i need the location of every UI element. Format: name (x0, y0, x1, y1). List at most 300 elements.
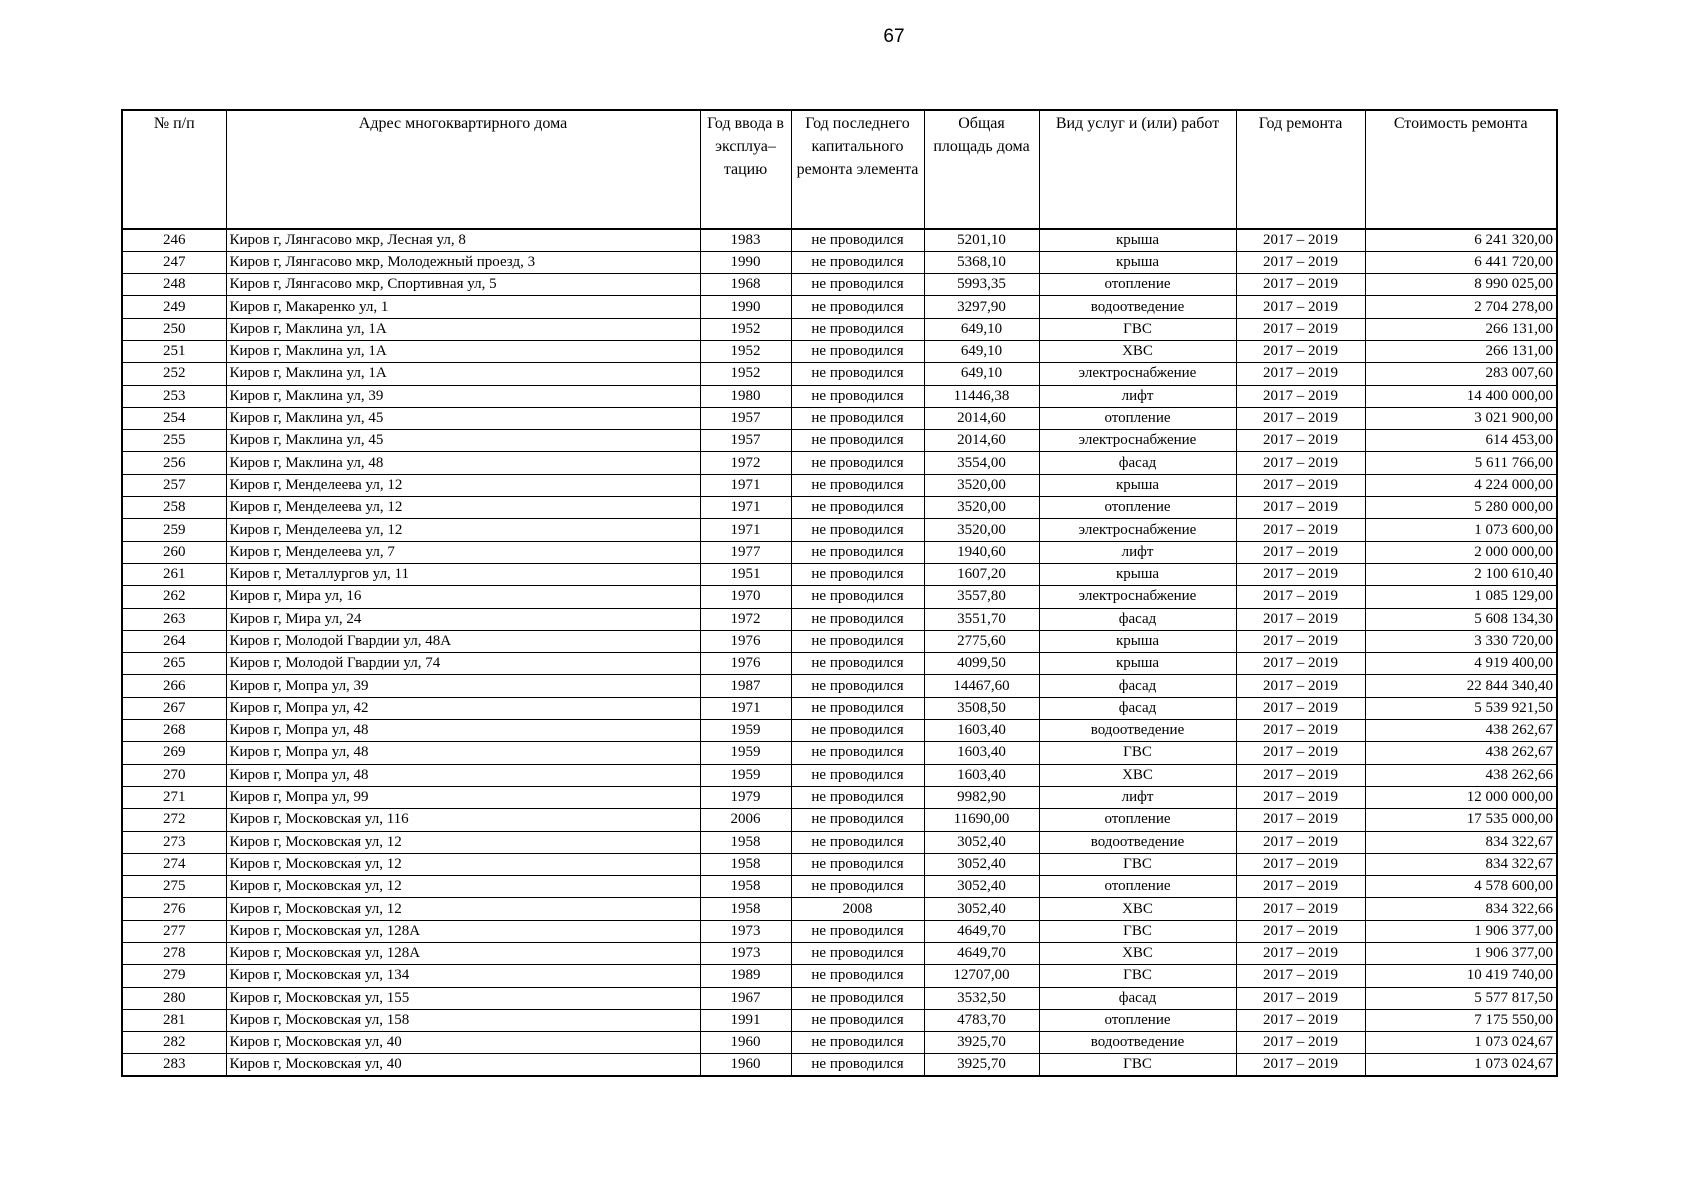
cell-last-repair: не проводился (791, 809, 924, 831)
cell-last-repair: не проводился (791, 653, 924, 675)
cell-repair-year: 2017 – 2019 (1236, 720, 1365, 742)
cell-last-repair: не проводился (791, 831, 924, 853)
cell-num: 277 (122, 920, 226, 942)
cell-service: лифт (1039, 541, 1236, 563)
cell-last-repair: не проводился (791, 987, 924, 1009)
cell-num: 278 (122, 943, 226, 965)
cell-address: Киров г, Лянгасово мкр, Молодежный проезд, 3 (226, 251, 700, 273)
cell-service: электроснабжение (1039, 430, 1236, 452)
cell-last-repair: не проводился (791, 385, 924, 407)
cell-address: Киров г, Мопра ул, 48 (226, 742, 700, 764)
cell-cost: 2 000 000,00 (1365, 541, 1557, 563)
cell-cost: 8 990 025,00 (1365, 274, 1557, 296)
cell-address: Киров г, Московская ул, 12 (226, 898, 700, 920)
cell-cost: 3 021 900,00 (1365, 407, 1557, 429)
cell-area: 1603,40 (924, 764, 1039, 786)
cell-cost: 438 262,67 (1365, 742, 1557, 764)
cell-last-repair: не проводился (791, 720, 924, 742)
cell-last-repair: не проводился (791, 920, 924, 942)
cell-cost: 3 330 720,00 (1365, 630, 1557, 652)
cell-address: Киров г, Менделеева ул, 12 (226, 474, 700, 496)
cell-year-built: 1957 (700, 430, 791, 452)
cell-cost: 1 073 600,00 (1365, 519, 1557, 541)
cell-service: водоотведение (1039, 720, 1236, 742)
cell-area: 3052,40 (924, 853, 1039, 875)
cell-repair-year: 2017 – 2019 (1236, 586, 1365, 608)
cell-cost: 6 441 720,00 (1365, 251, 1557, 273)
cell-year-built: 1952 (700, 340, 791, 362)
cell-area: 3052,40 (924, 898, 1039, 920)
table-row (122, 474, 1557, 496)
table-row (122, 1009, 1557, 1031)
cell-service: лифт (1039, 786, 1236, 808)
cell-num: 264 (122, 630, 226, 652)
cell-area: 5993,35 (924, 274, 1039, 296)
cell-service: ХВС (1039, 764, 1236, 786)
cell-address: Киров г, Мопра ул, 42 (226, 697, 700, 719)
cell-service: крыша (1039, 563, 1236, 585)
cell-last-repair: не проводился (791, 786, 924, 808)
table-row (122, 809, 1557, 831)
cell-last-repair: не проводился (791, 541, 924, 563)
cell-year-built: 1960 (700, 1054, 791, 1076)
table-row (122, 296, 1557, 318)
cell-area: 14467,60 (924, 675, 1039, 697)
cell-service: крыша (1039, 653, 1236, 675)
cell-area: 3297,90 (924, 296, 1039, 318)
cell-year-built: 1951 (700, 563, 791, 585)
table-row (122, 943, 1557, 965)
cell-service: отопление (1039, 809, 1236, 831)
cell-year-built: 1970 (700, 586, 791, 608)
table-row (122, 519, 1557, 541)
cell-last-repair: 2008 (791, 898, 924, 920)
cell-cost: 4 224 000,00 (1365, 474, 1557, 496)
cell-num: 267 (122, 697, 226, 719)
cell-year-built: 1958 (700, 831, 791, 853)
table-row (122, 452, 1557, 474)
cell-year-built: 1971 (700, 519, 791, 541)
cell-address: Киров г, Маклина ул, 1А (226, 340, 700, 362)
cell-last-repair: не проводился (791, 876, 924, 898)
cell-num: 275 (122, 876, 226, 898)
cell-address: Киров г, Московская ул, 158 (226, 1009, 700, 1031)
cell-last-repair: не проводился (791, 296, 924, 318)
cell-num: 260 (122, 541, 226, 563)
cell-address: Киров г, Московская ул, 155 (226, 987, 700, 1009)
cell-num: 282 (122, 1032, 226, 1054)
cell-area: 1603,40 (924, 742, 1039, 764)
cell-year-built: 1976 (700, 630, 791, 652)
cell-area: 4099,50 (924, 653, 1039, 675)
cell-area: 4649,70 (924, 943, 1039, 965)
cell-address: Киров г, Менделеева ул, 12 (226, 519, 700, 541)
cell-address: Киров г, Менделеева ул, 7 (226, 541, 700, 563)
cell-service: отопление (1039, 876, 1236, 898)
cell-num: 261 (122, 563, 226, 585)
cell-num: 247 (122, 251, 226, 273)
header-address: Адрес многоквартирного дома (226, 110, 700, 229)
cell-num: 274 (122, 853, 226, 875)
cell-repair-year: 2017 – 2019 (1236, 608, 1365, 630)
cell-repair-year: 2017 – 2019 (1236, 497, 1365, 519)
cell-cost: 834 322,67 (1365, 853, 1557, 875)
cell-address: Киров г, Макаренко ул, 1 (226, 296, 700, 318)
cell-last-repair: не проводился (791, 229, 924, 251)
cell-repair-year: 2017 – 2019 (1236, 251, 1365, 273)
cell-repair-year: 2017 – 2019 (1236, 920, 1365, 942)
cell-year-built: 1979 (700, 786, 791, 808)
cell-last-repair: не проводился (791, 742, 924, 764)
cell-repair-year: 2017 – 2019 (1236, 318, 1365, 340)
cell-address: Киров г, Московская ул, 12 (226, 853, 700, 875)
cell-service: лифт (1039, 385, 1236, 407)
table-row (122, 274, 1557, 296)
cell-repair-year: 2017 – 2019 (1236, 1009, 1365, 1031)
cell-year-built: 1952 (700, 363, 791, 385)
cell-num: 283 (122, 1054, 226, 1076)
cell-service: ГВС (1039, 965, 1236, 987)
table-row (122, 764, 1557, 786)
cell-repair-year: 2017 – 2019 (1236, 764, 1365, 786)
cell-repair-year: 2017 – 2019 (1236, 697, 1365, 719)
table-row (122, 608, 1557, 630)
header-num: № п/п (122, 110, 226, 229)
cell-address: Киров г, Маклина ул, 1А (226, 318, 700, 340)
cell-num: 268 (122, 720, 226, 742)
cell-address: Киров г, Молодой Гвардии ул, 48А (226, 630, 700, 652)
cell-year-built: 1968 (700, 274, 791, 296)
table-row (122, 385, 1557, 407)
cell-cost: 2 704 278,00 (1365, 296, 1557, 318)
cell-cost: 14 400 000,00 (1365, 385, 1557, 407)
table-row (122, 697, 1557, 719)
cell-last-repair: не проводился (791, 608, 924, 630)
cell-repair-year: 2017 – 2019 (1236, 363, 1365, 385)
cell-service: ГВС (1039, 1054, 1236, 1076)
table-row (122, 720, 1557, 742)
cell-num: 281 (122, 1009, 226, 1031)
cell-cost: 1 906 377,00 (1365, 920, 1557, 942)
cell-repair-year: 2017 – 2019 (1236, 630, 1365, 652)
cell-num: 246 (122, 229, 226, 251)
cell-year-built: 1958 (700, 853, 791, 875)
cell-area: 3925,70 (924, 1032, 1039, 1054)
cell-repair-year: 2017 – 2019 (1236, 965, 1365, 987)
cell-num: 266 (122, 675, 226, 697)
cell-year-built: 1972 (700, 608, 791, 630)
cell-area: 3052,40 (924, 876, 1039, 898)
table-row (122, 1032, 1557, 1054)
cell-cost: 17 535 000,00 (1365, 809, 1557, 831)
cell-area: 4649,70 (924, 920, 1039, 942)
cell-address: Киров г, Мопра ул, 39 (226, 675, 700, 697)
cell-service: ГВС (1039, 920, 1236, 942)
cell-last-repair: не проводился (791, 965, 924, 987)
cell-address: Киров г, Московская ул, 134 (226, 965, 700, 987)
table-row (122, 987, 1557, 1009)
cell-area: 2775,60 (924, 630, 1039, 652)
cell-address: Киров г, Мопра ул, 48 (226, 720, 700, 742)
cell-service: фасад (1039, 675, 1236, 697)
cell-cost: 4 919 400,00 (1365, 653, 1557, 675)
cell-year-built: 1971 (700, 497, 791, 519)
cell-num: 253 (122, 385, 226, 407)
cell-num: 272 (122, 809, 226, 831)
cell-repair-year: 2017 – 2019 (1236, 809, 1365, 831)
cell-repair-year: 2017 – 2019 (1236, 898, 1365, 920)
cell-year-built: 1989 (700, 965, 791, 987)
cell-repair-year: 2017 – 2019 (1236, 519, 1365, 541)
cell-year-built: 1976 (700, 653, 791, 675)
cell-area: 649,10 (924, 318, 1039, 340)
cell-area: 9982,90 (924, 786, 1039, 808)
cell-address: Киров г, Маклина ул, 48 (226, 452, 700, 474)
cell-last-repair: не проводился (791, 1054, 924, 1076)
cell-repair-year: 2017 – 2019 (1236, 786, 1365, 808)
cell-address: Киров г, Московская ул, 116 (226, 809, 700, 831)
cell-area: 649,10 (924, 363, 1039, 385)
cell-repair-year: 2017 – 2019 (1236, 541, 1365, 563)
cell-area: 3508,50 (924, 697, 1039, 719)
cell-cost: 1 085 129,00 (1365, 586, 1557, 608)
cell-year-built: 1973 (700, 920, 791, 942)
cell-repair-year: 2017 – 2019 (1236, 407, 1365, 429)
cell-repair-year: 2017 – 2019 (1236, 943, 1365, 965)
header-last-repair: Год последнего капитального ремонта элемента (791, 110, 924, 229)
header-area: Общая площадь дома (924, 110, 1039, 229)
cell-year-built: 1973 (700, 943, 791, 965)
table-row (122, 742, 1557, 764)
cell-repair-year: 2017 – 2019 (1236, 876, 1365, 898)
cell-address: Киров г, Мопра ул, 99 (226, 786, 700, 808)
cell-area: 2014,60 (924, 407, 1039, 429)
cell-service: фасад (1039, 608, 1236, 630)
cell-repair-year: 2017 – 2019 (1236, 1054, 1365, 1076)
cell-area: 3925,70 (924, 1054, 1039, 1076)
cell-last-repair: не проводился (791, 452, 924, 474)
cell-service: фасад (1039, 452, 1236, 474)
cell-year-built: 1983 (700, 229, 791, 251)
cell-last-repair: не проводился (791, 563, 924, 585)
cell-address: Киров г, Московская ул, 128А (226, 920, 700, 942)
cell-service: водоотведение (1039, 296, 1236, 318)
cell-service: электроснабжение (1039, 586, 1236, 608)
cell-address: Киров г, Мира ул, 16 (226, 586, 700, 608)
cell-repair-year: 2017 – 2019 (1236, 563, 1365, 585)
cell-year-built: 1952 (700, 318, 791, 340)
cell-num: 270 (122, 764, 226, 786)
cell-cost: 10 419 740,00 (1365, 965, 1557, 987)
cell-year-built: 1991 (700, 1009, 791, 1031)
cell-cost: 5 577 817,50 (1365, 987, 1557, 1009)
cell-service: отопление (1039, 274, 1236, 296)
cell-cost: 1 906 377,00 (1365, 943, 1557, 965)
table-row (122, 340, 1557, 362)
cell-last-repair: не проводился (791, 340, 924, 362)
cell-service: крыша (1039, 474, 1236, 496)
cell-cost: 7 175 550,00 (1365, 1009, 1557, 1031)
cell-last-repair: не проводился (791, 675, 924, 697)
header-year-built: Год ввода в эксплуа–тацию (700, 110, 791, 229)
cell-year-built: 1957 (700, 407, 791, 429)
table-row (122, 586, 1557, 608)
header-cost: Стоимость ремонта (1365, 110, 1557, 229)
cell-service: водоотведение (1039, 1032, 1236, 1054)
cell-area: 5368,10 (924, 251, 1039, 273)
cell-year-built: 1977 (700, 541, 791, 563)
cell-year-built: 1971 (700, 697, 791, 719)
cell-last-repair: не проводился (791, 251, 924, 273)
cell-num: 248 (122, 274, 226, 296)
cell-address: Киров г, Лянгасово мкр, Лесная ул, 8 (226, 229, 700, 251)
cell-address: Киров г, Мира ул, 24 (226, 608, 700, 630)
header-service: Вид услуг и (или) работ (1039, 110, 1236, 229)
cell-repair-year: 2017 – 2019 (1236, 831, 1365, 853)
cell-service: фасад (1039, 697, 1236, 719)
cell-service: водоотведение (1039, 831, 1236, 853)
table-row (122, 541, 1557, 563)
cell-num: 254 (122, 407, 226, 429)
cell-repair-year: 2017 – 2019 (1236, 229, 1365, 251)
table-row (122, 876, 1557, 898)
cell-repair-year: 2017 – 2019 (1236, 742, 1365, 764)
cell-address: Киров г, Менделеева ул, 12 (226, 497, 700, 519)
table-row (122, 430, 1557, 452)
header-row (122, 110, 1557, 229)
cell-num: 279 (122, 965, 226, 987)
cell-year-built: 1971 (700, 474, 791, 496)
table-row (122, 497, 1557, 519)
cell-year-built: 1967 (700, 987, 791, 1009)
cell-area: 4783,70 (924, 1009, 1039, 1031)
cell-cost: 5 280 000,00 (1365, 497, 1557, 519)
cell-last-repair: не проводился (791, 697, 924, 719)
cell-num: 276 (122, 898, 226, 920)
cell-service: ГВС (1039, 318, 1236, 340)
cell-cost: 1 073 024,67 (1365, 1054, 1557, 1076)
cell-address: Киров г, Лянгасово мкр, Спортивная ул, 5 (226, 274, 700, 296)
cell-num: 249 (122, 296, 226, 318)
cell-cost: 438 262,67 (1365, 720, 1557, 742)
cell-last-repair: не проводился (791, 630, 924, 652)
cell-repair-year: 2017 – 2019 (1236, 653, 1365, 675)
cell-address: Киров г, Маклина ул, 45 (226, 407, 700, 429)
cell-year-built: 1990 (700, 296, 791, 318)
cell-address: Киров г, Молодой Гвардии ул, 74 (226, 653, 700, 675)
cell-service: ХВС (1039, 898, 1236, 920)
table-row (122, 831, 1557, 853)
cell-num: 273 (122, 831, 226, 853)
cell-area: 2014,60 (924, 430, 1039, 452)
cell-last-repair: не проводился (791, 764, 924, 786)
cell-last-repair: не проводился (791, 274, 924, 296)
table-body (122, 229, 1557, 1076)
table-row (122, 563, 1557, 585)
cell-area: 1940,60 (924, 541, 1039, 563)
cell-address: Киров г, Металлургов ул, 11 (226, 563, 700, 585)
cell-address: Киров г, Мопра ул, 48 (226, 764, 700, 786)
cell-area: 1603,40 (924, 720, 1039, 742)
table-row (122, 363, 1557, 385)
cell-cost: 5 539 921,50 (1365, 697, 1557, 719)
cell-year-built: 1959 (700, 764, 791, 786)
cell-service: ГВС (1039, 742, 1236, 764)
cell-last-repair: не проводился (791, 943, 924, 965)
cell-address: Киров г, Московская ул, 12 (226, 831, 700, 853)
cell-repair-year: 2017 – 2019 (1236, 1032, 1365, 1054)
cell-address: Киров г, Маклина ул, 45 (226, 430, 700, 452)
cell-last-repair: не проводился (791, 519, 924, 541)
cell-address: Киров г, Московская ул, 40 (226, 1032, 700, 1054)
cell-last-repair: не проводился (791, 407, 924, 429)
table-row (122, 1054, 1557, 1076)
cell-num: 251 (122, 340, 226, 362)
cell-service: ГВС (1039, 853, 1236, 875)
cell-num: 255 (122, 430, 226, 452)
cell-last-repair: не проводился (791, 1032, 924, 1054)
cell-num: 271 (122, 786, 226, 808)
cell-last-repair: не проводился (791, 363, 924, 385)
cell-cost: 266 131,00 (1365, 318, 1557, 340)
cell-cost: 4 578 600,00 (1365, 876, 1557, 898)
cell-cost: 834 322,67 (1365, 831, 1557, 853)
header-repair-year: Год ремонта (1236, 110, 1365, 229)
cell-year-built: 1980 (700, 385, 791, 407)
cell-area: 11690,00 (924, 809, 1039, 831)
cell-cost: 2 100 610,40 (1365, 563, 1557, 585)
cell-repair-year: 2017 – 2019 (1236, 987, 1365, 1009)
cell-last-repair: не проводился (791, 430, 924, 452)
cell-area: 3520,00 (924, 519, 1039, 541)
cell-cost: 283 007,60 (1365, 363, 1557, 385)
cell-repair-year: 2017 – 2019 (1236, 274, 1365, 296)
cell-year-built: 1958 (700, 876, 791, 898)
cell-cost: 22 844 340,40 (1365, 675, 1557, 697)
cell-cost: 12 000 000,00 (1365, 786, 1557, 808)
cell-area: 5201,10 (924, 229, 1039, 251)
cell-year-built: 1990 (700, 251, 791, 273)
cell-address: Киров г, Маклина ул, 39 (226, 385, 700, 407)
cell-service: фасад (1039, 987, 1236, 1009)
cell-area: 3557,80 (924, 586, 1039, 608)
cell-repair-year: 2017 – 2019 (1236, 340, 1365, 362)
cell-repair-year: 2017 – 2019 (1236, 430, 1365, 452)
cell-year-built: 1959 (700, 742, 791, 764)
cell-area: 3052,40 (924, 831, 1039, 853)
cell-year-built: 1958 (700, 898, 791, 920)
table-header (122, 110, 1557, 229)
cell-num: 269 (122, 742, 226, 764)
table-row (122, 318, 1557, 340)
cell-num: 258 (122, 497, 226, 519)
cell-num: 259 (122, 519, 226, 541)
cell-area: 1607,20 (924, 563, 1039, 585)
cell-area: 12707,00 (924, 965, 1039, 987)
table-row (122, 965, 1557, 987)
table-row (122, 920, 1557, 942)
cell-num: 263 (122, 608, 226, 630)
cell-num: 262 (122, 586, 226, 608)
cell-service: ХВС (1039, 943, 1236, 965)
table-row (122, 675, 1557, 697)
repair-schedule-table (121, 109, 1558, 1077)
cell-address: Киров г, Московская ул, 40 (226, 1054, 700, 1076)
cell-cost: 614 453,00 (1365, 430, 1557, 452)
table-row (122, 853, 1557, 875)
cell-last-repair: не проводился (791, 586, 924, 608)
cell-repair-year: 2017 – 2019 (1236, 385, 1365, 407)
